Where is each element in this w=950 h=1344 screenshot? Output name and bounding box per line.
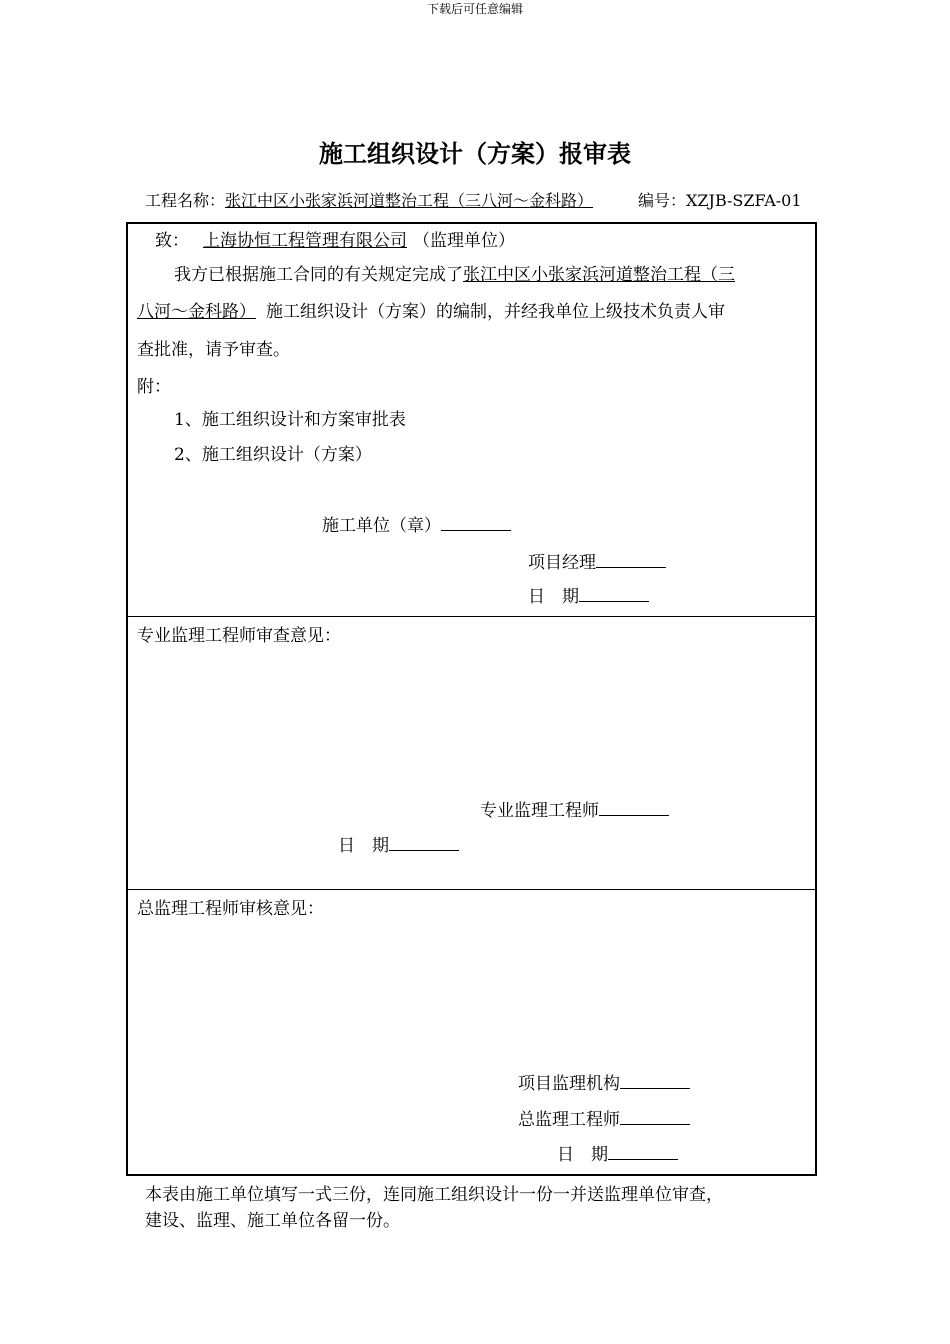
project-manager-line: [528, 548, 666, 573]
supervision-org-label: 项目监理机构: [518, 1074, 620, 1094]
chief-engineer-blank[interactable]: [620, 1108, 690, 1125]
addressee-role: （监理单位）: [413, 231, 515, 251]
supervision-org-blank[interactable]: [620, 1072, 690, 1089]
body-project-name-cont: 八河～金科路）: [137, 302, 256, 322]
body-text-cont: 施工组织设计（方案）的编制，并经我单位上级技术负责人审: [266, 302, 725, 322]
project-name-line: [145, 188, 593, 211]
specialist-engineer-label: 专业监理工程师: [480, 801, 599, 821]
contractor-unit-label: 施工单位（章）: [322, 516, 441, 536]
footer-note-line-2: 建设、监理、施工单位各留一份。: [145, 1211, 400, 1231]
contractor-stamp-line: [322, 511, 511, 536]
chief-engineer-label: 总监理工程师: [518, 1110, 620, 1130]
addressee-label: 致：: [155, 231, 189, 251]
body-line-1: [174, 260, 735, 285]
section-divider-2: [128, 889, 815, 890]
project-name-label: 工程名称：: [145, 191, 226, 210]
chief-date-blank[interactable]: [608, 1143, 678, 1160]
date-label: 日 期: [338, 836, 389, 856]
date-label: 日 期: [557, 1145, 608, 1165]
section-divider-1: [128, 616, 815, 617]
attachment-item: 2、施工组织设计（方案）: [174, 445, 372, 465]
attachment-item: 1、施工组织设计和方案审批表: [174, 410, 406, 430]
body-line-3: 查批准，请予审查。: [137, 340, 290, 360]
addressee-line: [155, 226, 515, 251]
project-manager-blank[interactable]: [596, 551, 666, 568]
project-name-value: 张江中区小张家浜河道整治工程（三八河～金科路）: [225, 191, 594, 210]
specialist-date-line: [338, 831, 459, 856]
form-code-line: [638, 188, 802, 211]
date-label: 日 期: [528, 587, 579, 607]
addressee-company: 上海协恒工程管理有限公司: [203, 231, 407, 251]
form-code-label: 编号：: [638, 191, 687, 210]
contractor-date-line: [528, 582, 649, 607]
specialist-engineer-line: [480, 796, 669, 821]
chief-engineer-line: [518, 1105, 690, 1130]
header-note: 下载后可任意编辑: [426, 2, 523, 16]
contractor-unit-blank[interactable]: [441, 514, 511, 531]
body-line-2: [137, 297, 725, 322]
body-text: 我方已根据施工合同的有关规定完成了: [174, 265, 463, 285]
chief-review-heading: 总监理工程师审核意见：: [137, 899, 324, 919]
specialist-review-heading: 专业监理工程师审查意见：: [137, 626, 341, 646]
page-title: 施工组织设计（方案）报审表: [319, 139, 631, 168]
contractor-date-blank[interactable]: [579, 585, 649, 602]
attachments-label: 附：: [137, 377, 171, 397]
specialist-date-blank[interactable]: [389, 834, 459, 851]
chief-date-line: [557, 1140, 678, 1165]
form-code-value: XZJB-SZFA-01: [686, 191, 802, 210]
form-table: [126, 222, 817, 1176]
project-manager-label: 项目经理: [528, 553, 596, 573]
footer-note-line-1: 本表由施工单位填写一式三份，连同施工组织设计一份一并送监理单位审查，: [145, 1185, 723, 1205]
specialist-engineer-blank[interactable]: [599, 799, 669, 816]
supervision-org-line: [518, 1069, 690, 1094]
body-project-name: 张江中区小张家浜河道整治工程（三: [463, 265, 735, 285]
